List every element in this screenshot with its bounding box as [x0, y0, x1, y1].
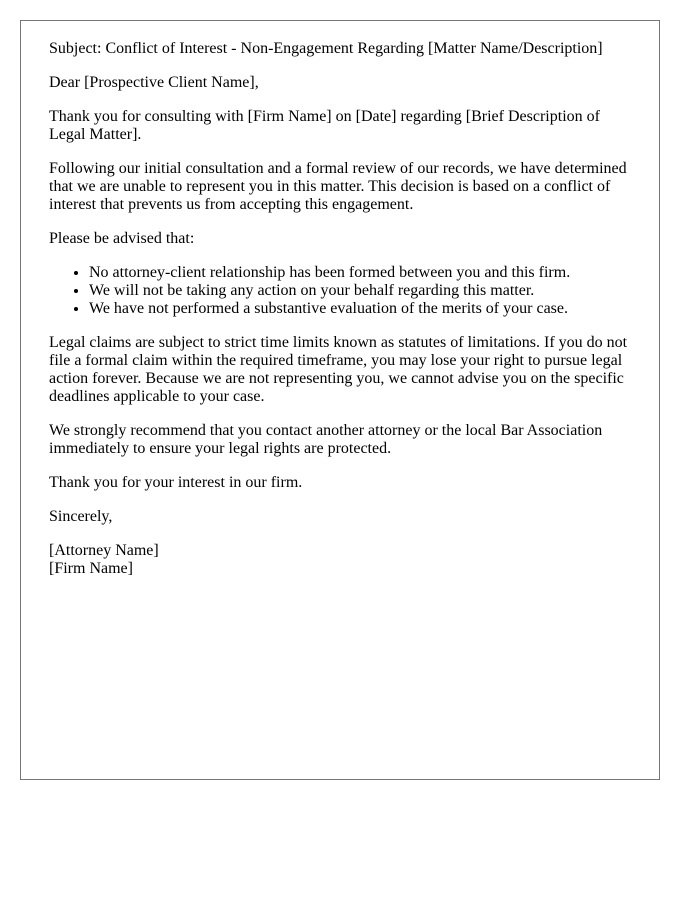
letter-page — [20, 20, 660, 780]
list-item: • No attorney-client relationship has been formed between you and this firm. — [89, 264, 631, 282]
letter-subject: Subject: Conflict of Interest - Non-Engagement Regarding [Matter Name/Description] — [49, 40, 603, 57]
letter-paragraph-limitations: Legal claims are subject to strict time limits known as statutes of limitations. If you do not file a formal claim within the required timeframe, you may lose your right to pursue legal action forever. Because we are not representing you, we cannot advise you on the specific deadlines applicable to your case. — [49, 334, 628, 405]
letter-paragraph-recommendation: We strongly recommend that you contact another attorney or the local Bar Association immediately to ensure your legal rights are protected. — [49, 422, 603, 457]
letter-closing: Sincerely, — [49, 508, 113, 525]
letter-paragraph-thanks: Thank you for your interest in our firm. — [49, 474, 303, 491]
signature-block — [49, 542, 631, 578]
advisory-list — [49, 264, 631, 318]
signature-attorney-name: [Attorney Name] — [49, 542, 159, 559]
list-item: • We will not be taking any action on your behalf regarding this matter. — [89, 282, 631, 300]
letter-advised-intro: Please be advised that: — [49, 230, 195, 247]
signature-firm-name: [Firm Name] — [49, 560, 133, 577]
letter-salutation: Dear [Prospective Client Name], — [49, 74, 259, 91]
letter-paragraph-consultation: Thank you for consulting with [Firm Name] on [Date] regarding [Brief Description of Legal Matter]. — [49, 108, 600, 143]
list-item: • We have not performed a substantive evaluation of the merits of your case. — [89, 300, 631, 318]
letter-paragraph-decision: Following our initial consultation and a formal review of our records, we have determined that we are unable to represent you in this matter. This decision is based on a conflict of interest that prevents us from accepting this engagement. — [49, 160, 627, 213]
